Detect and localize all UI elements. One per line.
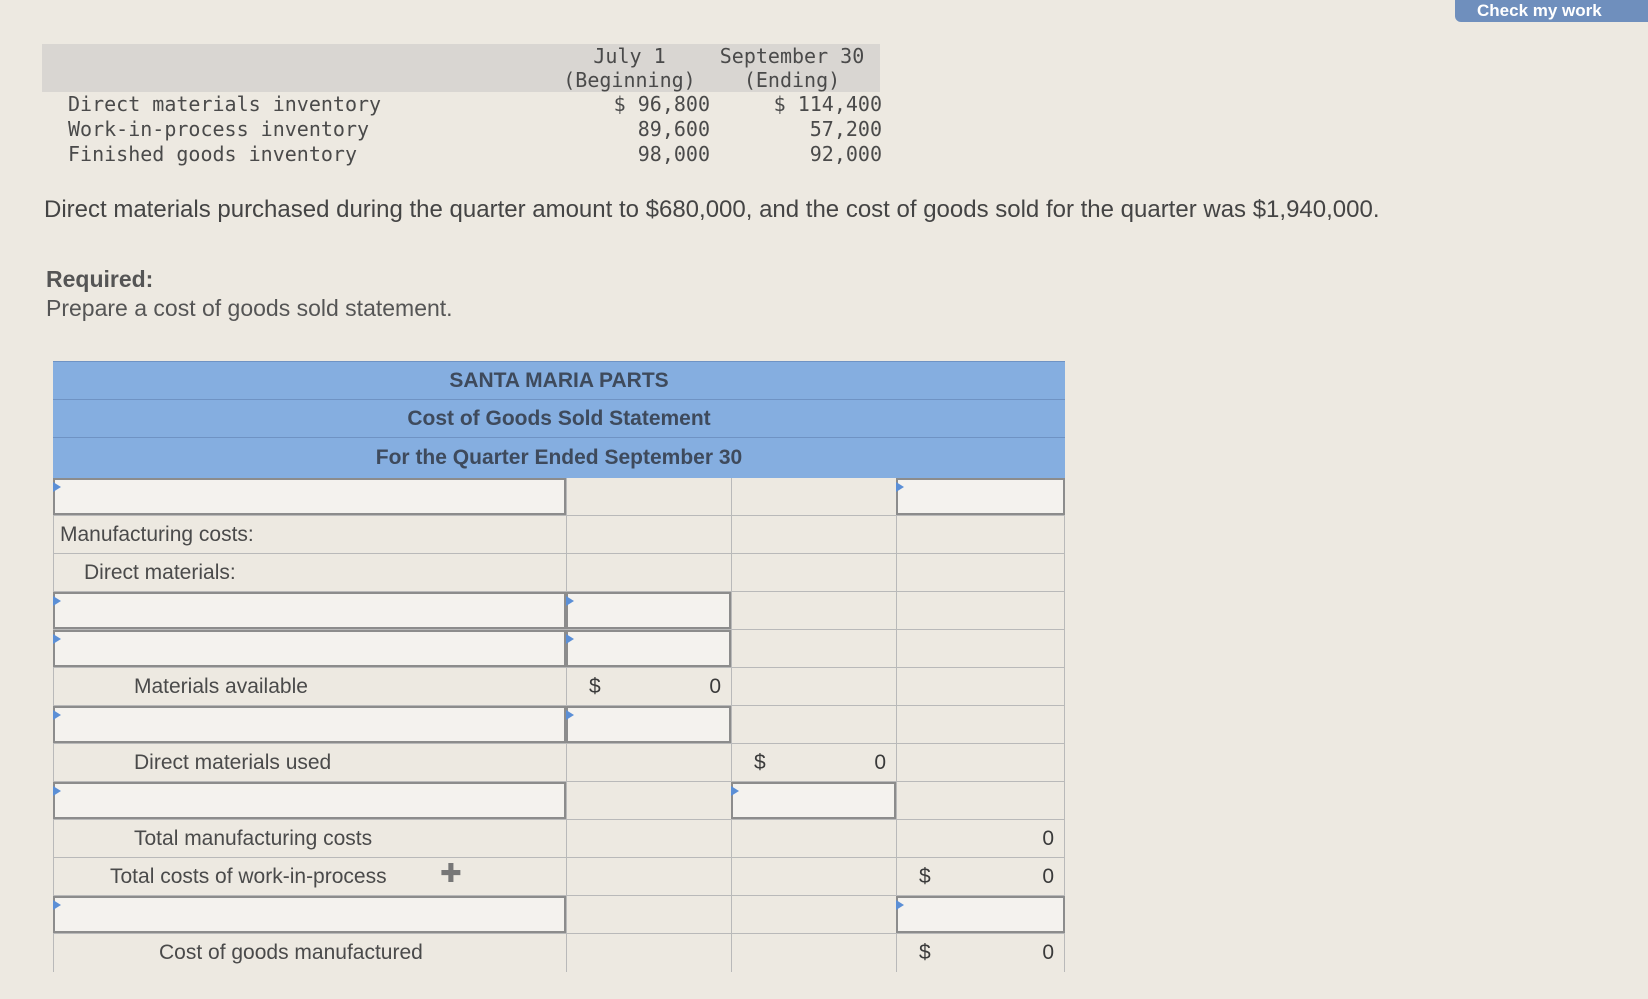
cell: [53, 554, 566, 591]
label-input[interactable]: [53, 896, 566, 933]
given-row: Direct materials inventory $ 96,800 $ 114,400: [68, 92, 882, 116]
cell: [53, 934, 566, 972]
cell: [566, 668, 731, 705]
amount-input[interactable]: [896, 896, 1065, 933]
cell: [731, 668, 896, 705]
cell: [566, 934, 731, 972]
cell: [896, 554, 1065, 591]
currency-symbol: $: [754, 751, 766, 774]
cost-of-goods-sold-statement: [53, 361, 1065, 981]
cell: [896, 630, 1065, 667]
amount-input[interactable]: [896, 478, 1065, 515]
table-row: [53, 592, 1065, 630]
total-manufacturing-costs-label: Total manufacturing costs: [134, 827, 373, 850]
amount-input[interactable]: [566, 706, 731, 743]
table-row: [53, 896, 1065, 934]
direct-materials-used-value: 0: [874, 751, 886, 774]
materials-available-value: 0: [709, 675, 721, 698]
currency-symbol: $: [919, 941, 931, 964]
manufacturing-costs-label: Manufacturing costs:: [60, 523, 254, 546]
label-input[interactable]: [53, 478, 566, 515]
cell: [896, 592, 1065, 629]
table-row: [53, 782, 1065, 820]
cell: [566, 554, 731, 591]
cell: [566, 782, 731, 819]
label-input[interactable]: [53, 706, 566, 743]
given-data-table: [42, 44, 880, 167]
cell: [731, 630, 896, 667]
table-row: [53, 668, 1065, 706]
label-input[interactable]: [53, 592, 566, 629]
total-costs-wip-label: Total costs of work-in-process: [110, 865, 387, 888]
problem-paragraph: Direct materials purchased during the quarter amount to $680,000, and the cost of goods sold for the quarter was $1,940,000.: [44, 196, 1380, 223]
table-row: [53, 478, 1065, 516]
cell: [896, 782, 1065, 819]
cell: [896, 706, 1065, 743]
cell: [53, 668, 566, 705]
cell: [896, 668, 1065, 705]
table-row: [53, 744, 1065, 782]
currency-symbol: $: [919, 865, 931, 888]
cell: [731, 516, 896, 553]
table-row: [53, 516, 1065, 554]
cell: [731, 592, 896, 629]
cell: [566, 820, 731, 857]
amount-input[interactable]: [731, 782, 896, 819]
cell: [731, 820, 896, 857]
statement-period: For the Quarter Ended September 30: [53, 437, 1065, 478]
cell: [731, 858, 896, 895]
cell: [731, 706, 896, 743]
cell: [566, 896, 731, 933]
cell: [896, 934, 1065, 972]
amount-input[interactable]: [566, 630, 731, 667]
required-title: Required:: [46, 266, 154, 292]
table-row: [53, 706, 1065, 744]
total-manufacturing-costs-value: 0: [1042, 827, 1054, 850]
statement-grid: [53, 478, 1065, 972]
cost-goods-manufactured-value: 0: [1042, 941, 1054, 964]
cell: [896, 744, 1065, 781]
table-row: [53, 630, 1065, 668]
cost-goods-manufactured-label: Cost of goods manufactured: [159, 941, 423, 964]
direct-materials-used-label: Direct materials used: [134, 751, 332, 774]
cell: [896, 858, 1065, 895]
label-input[interactable]: [53, 630, 566, 667]
given-row: Finished goods inventory 98,000 92,000: [68, 142, 882, 166]
cell: [566, 858, 731, 895]
amount-input[interactable]: [566, 592, 731, 629]
given-row: Work-in-process inventory 89,600 57,200: [68, 117, 882, 141]
statement-title: Cost of Goods Sold Statement: [53, 399, 1065, 437]
cell: [731, 896, 896, 933]
given-header: [42, 44, 880, 92]
cell: [53, 744, 566, 781]
cell: [731, 478, 896, 515]
cursor-crosshair-icon: ✚: [440, 858, 462, 888]
required-text: Prepare a cost of goods sold statement.: [46, 295, 453, 321]
cell: [896, 516, 1065, 553]
cell: [566, 744, 731, 781]
table-row: [53, 858, 1065, 896]
label-input[interactable]: [53, 782, 566, 819]
direct-materials-label: Direct materials:: [84, 561, 236, 584]
cell: [566, 516, 731, 553]
currency-symbol: $: [589, 675, 601, 698]
cell: [731, 554, 896, 591]
header-beginning: July 1 (Beginning): [563, 44, 696, 92]
materials-available-label: Materials available: [134, 675, 308, 698]
header-ending: September 30 (Ending): [719, 44, 865, 92]
table-row: [53, 820, 1065, 858]
check-my-work-button[interactable]: Check my work: [1455, 0, 1648, 22]
cell: [53, 820, 566, 857]
cell: [731, 744, 896, 781]
cell: [53, 516, 566, 553]
table-row: [53, 934, 1065, 972]
cell: [566, 478, 731, 515]
total-costs-wip-value: 0: [1042, 865, 1054, 888]
cell: [731, 934, 896, 972]
table-row: [53, 554, 1065, 592]
cell: [53, 858, 566, 895]
statement-company: SANTA MARIA PARTS: [53, 361, 1065, 399]
cell: [896, 820, 1065, 857]
